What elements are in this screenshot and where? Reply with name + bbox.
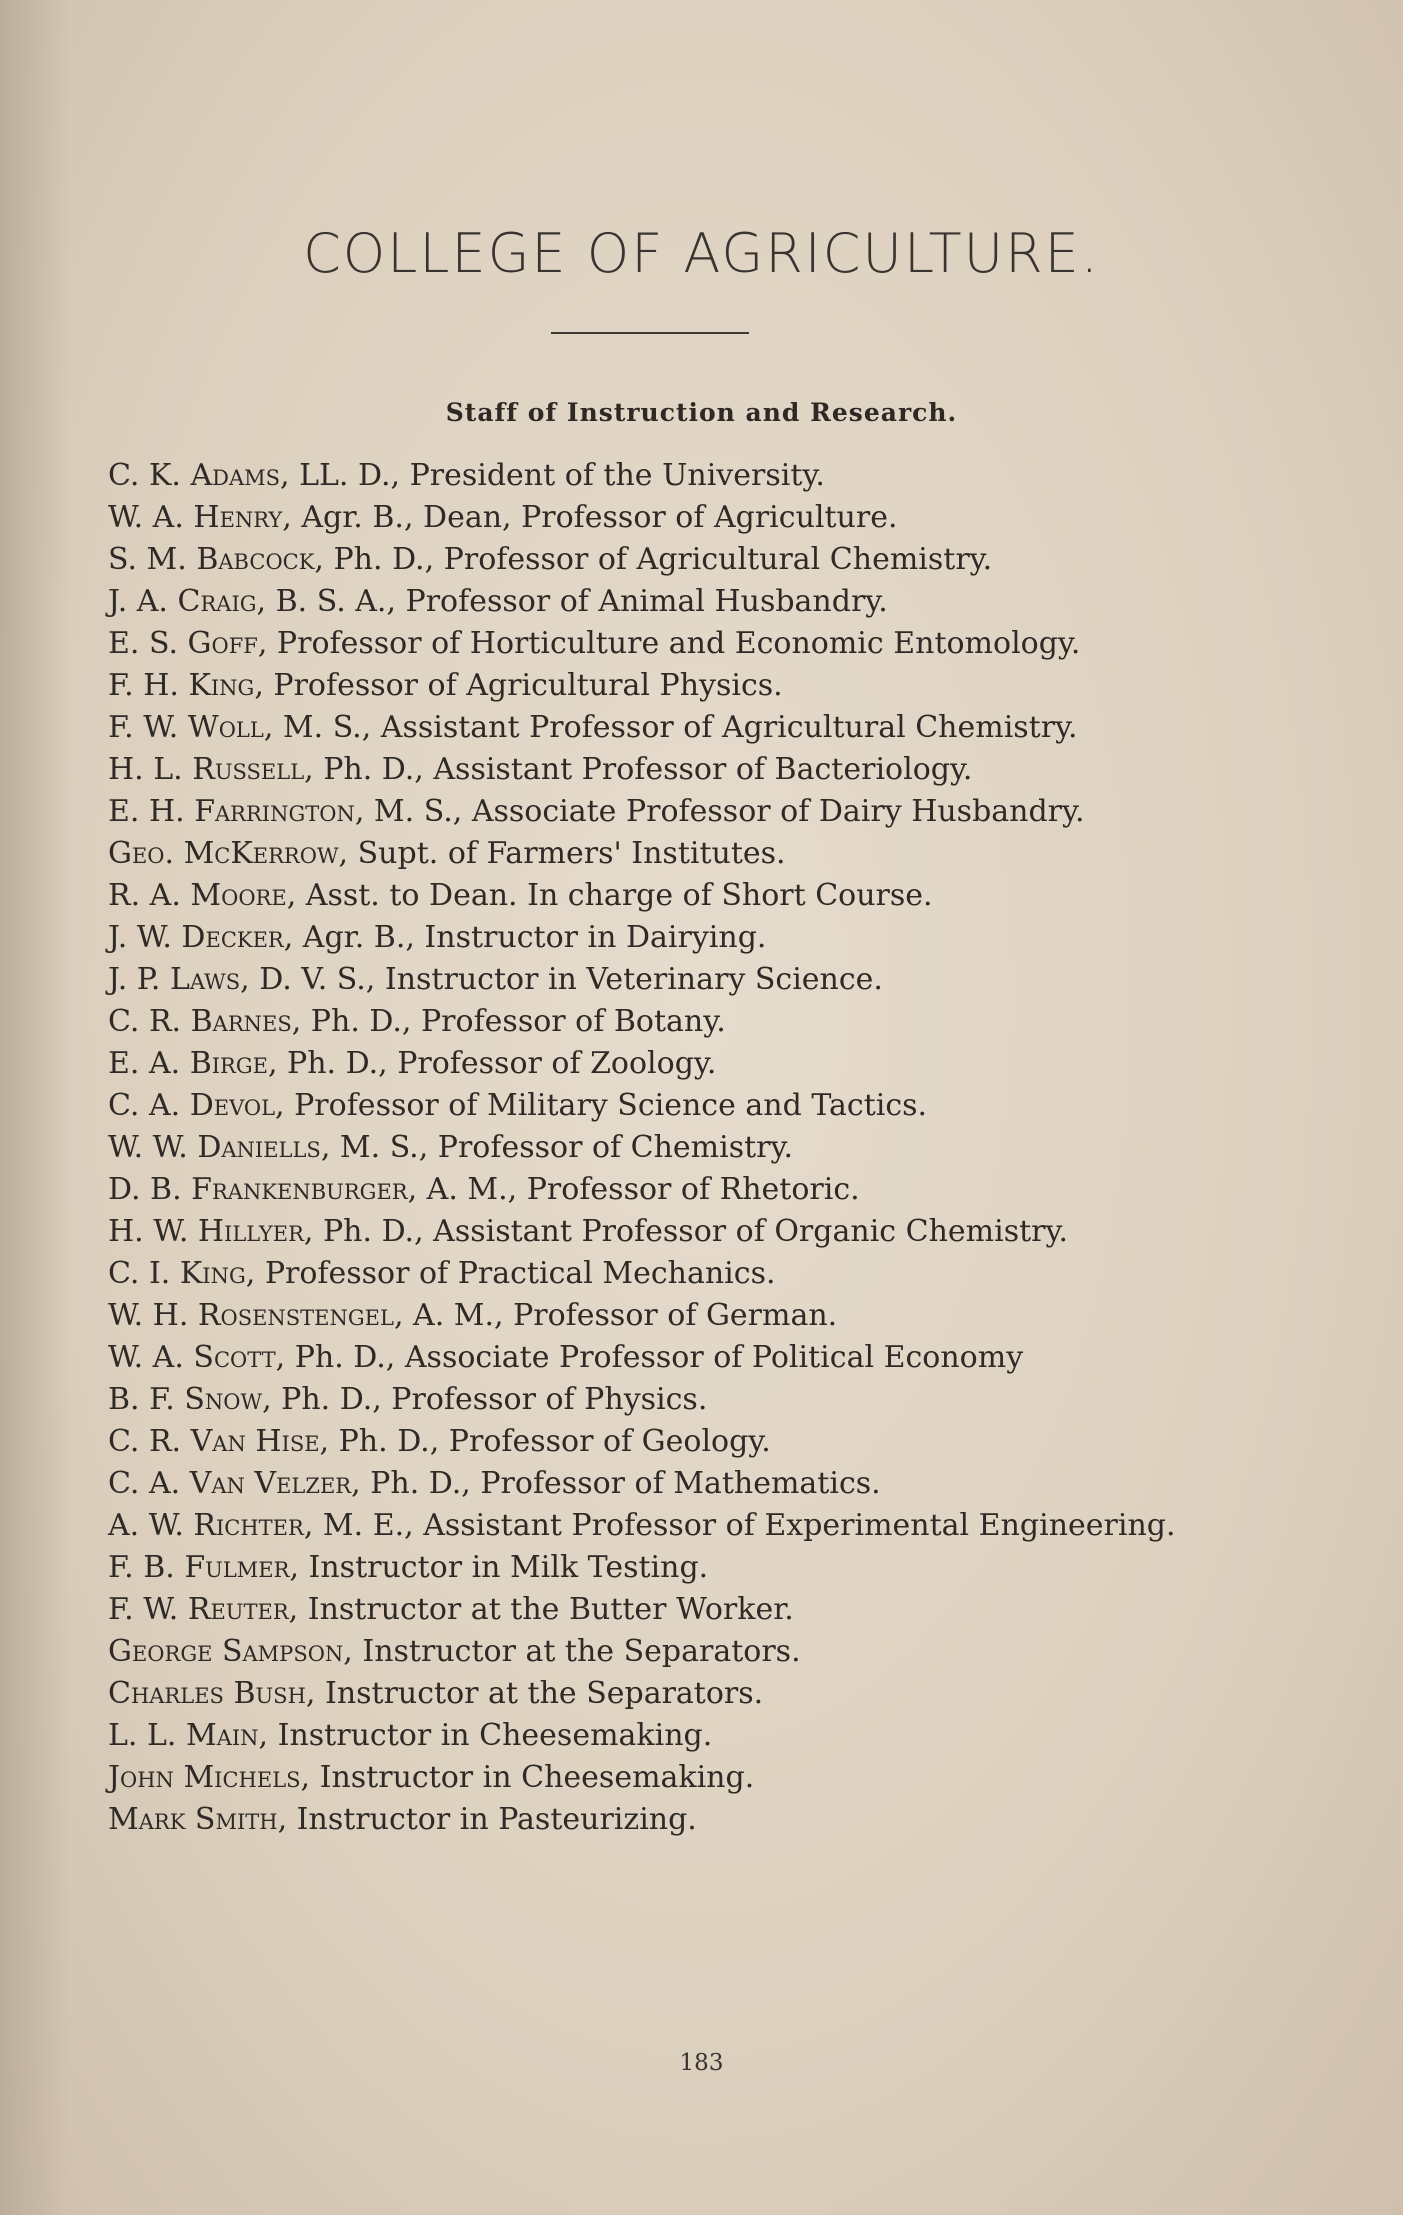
staff-details: , Instructor in Pasteurizing. <box>277 1802 697 1837</box>
staff-name: J. A. Craig <box>108 584 257 619</box>
staff-details: , D. V. S., Instructor in Veterinary Science. <box>240 962 883 997</box>
staff-details: , M. S., Professor of Chemistry. <box>320 1130 794 1165</box>
staff-details: , Instructor at the Butter Worker. <box>288 1592 794 1627</box>
staff-list <box>108 455 1210 1841</box>
staff-name: H. L. Russell <box>108 752 305 787</box>
staff-details: , LL. D., President of the University. <box>280 458 825 493</box>
staff-name: C. R. Van Hise <box>108 1424 320 1459</box>
staff-name: F. W. Reuter <box>108 1592 289 1627</box>
staff-name: C. R. Barnes <box>108 1004 292 1039</box>
staff-details: , Supt. of Farmers' Institutes. <box>338 836 786 871</box>
staff-name: John Michels <box>108 1760 301 1795</box>
staff-entry <box>108 791 1210 833</box>
staff-details: , Professor of Horticulture and Economic Entomology. <box>257 626 1081 661</box>
staff-details: , A. M., Professor of Rhetoric. <box>407 1172 860 1207</box>
staff-name: Charles Bush <box>108 1676 306 1711</box>
staff-name: H. W. Hillyer <box>108 1214 304 1249</box>
staff-name: Mark Smith <box>108 1802 278 1837</box>
staff-name: Geo. McKerrow <box>108 836 339 871</box>
staff-entry <box>108 1085 1210 1127</box>
staff-details: , Instructor at the Separators. <box>343 1634 801 1669</box>
staff-entry <box>108 1127 1210 1169</box>
staff-name: C. A. Devol <box>108 1088 276 1123</box>
staff-name: W. H. Rosenstengel <box>108 1298 394 1333</box>
staff-entry <box>108 959 1210 1001</box>
staff-name: C. I. King <box>108 1256 246 1291</box>
staff-details: , Ph. D., Associate Professor of Political Economy <box>275 1340 1024 1375</box>
staff-entry <box>108 1253 1210 1295</box>
page-gutter-shadow <box>0 0 70 2215</box>
staff-entry <box>108 1589 1210 1631</box>
staff-name: W. A. Henry <box>108 500 283 535</box>
staff-details: , Instructor at the Separators. <box>305 1676 764 1711</box>
staff-entry <box>108 581 1210 623</box>
staff-entry <box>108 1421 1210 1463</box>
staff-name: E. S. Goff <box>108 626 258 661</box>
staff-details: , Instructor in Cheesemaking. <box>300 1760 755 1795</box>
staff-details: , Agr. B., Dean, Professor of Agriculture. <box>282 500 898 535</box>
page-number: 183 <box>679 2050 724 2076</box>
staff-entry <box>108 1295 1210 1337</box>
staff-details: , Professor of Military Science and Tactics. <box>275 1088 928 1123</box>
staff-name: C. A. Van Velzer <box>108 1466 352 1501</box>
staff-details: , M. S., Assistant Professor of Agricultural Chemistry. <box>263 710 1078 745</box>
staff-details: , Ph. D., Professor of Agricultural Chemistry. <box>314 542 993 577</box>
staff-name: R. A. Moore <box>108 878 287 913</box>
staff-entry <box>108 1673 1210 1715</box>
staff-entry <box>108 1211 1210 1253</box>
staff-name: F. W. Woll <box>108 710 264 745</box>
staff-name: J. W. Decker <box>108 920 284 955</box>
staff-entry <box>108 539 1210 581</box>
staff-entry <box>108 665 1210 707</box>
staff-entry <box>108 1757 1210 1799</box>
staff-entry <box>108 1001 1210 1043</box>
staff-name: C. K. Adams <box>108 458 280 493</box>
staff-details: , Instructor in Milk Testing. <box>289 1550 709 1585</box>
staff-entry <box>108 917 1210 959</box>
staff-details: , Agr. B., Instructor in Dairying. <box>283 920 767 955</box>
staff-name: B. F. Snow <box>108 1382 263 1417</box>
staff-name: A. W. Richter <box>108 1508 304 1543</box>
staff-entry <box>108 1547 1210 1589</box>
staff-entry <box>108 497 1210 539</box>
staff-name: E. A. Birge <box>108 1046 268 1081</box>
staff-name: S. M. Babcock <box>108 542 315 577</box>
staff-entry <box>108 875 1210 917</box>
staff-entry <box>108 1463 1210 1505</box>
staff-details: , Instructor in Cheesemaking. <box>258 1718 713 1753</box>
staff-details: , Asst. to Dean. In charge of Short Course. <box>286 878 933 913</box>
staff-details: , Professor of Agricultural Physics. <box>254 668 783 703</box>
staff-name: George Sampson <box>108 1634 344 1669</box>
staff-entry <box>108 455 1210 497</box>
staff-entry <box>108 1715 1210 1757</box>
staff-details: , M. E., Assistant Professor of Experimental Engineering. <box>303 1508 1176 1543</box>
staff-details: , Ph. D., Professor of Mathematics. <box>351 1466 881 1501</box>
staff-details: , A. M., Professor of German. <box>393 1298 838 1333</box>
staff-details: , Ph. D., Professor of Zoology. <box>267 1046 717 1081</box>
staff-name: F. H. King <box>108 668 255 703</box>
staff-details: , Ph. D., Professor of Botany. <box>291 1004 726 1039</box>
page-title: COLLEGE OF AGRICULTURE. <box>303 222 1100 285</box>
staff-name: W. W. Daniells <box>108 1130 321 1165</box>
staff-entry <box>108 1169 1210 1211</box>
staff-entry <box>108 1337 1210 1379</box>
staff-name: E. H. Farrington <box>108 794 355 829</box>
staff-details: , M. S., Associate Professor of Dairy Husbandry. <box>354 794 1085 829</box>
title-divider <box>551 332 749 334</box>
staff-name: F. B. Fulmer <box>108 1550 290 1585</box>
staff-details: , B. S. A., Professor of Animal Husbandry. <box>256 584 888 619</box>
staff-entry <box>108 1505 1210 1547</box>
staff-details: , Ph. D., Assistant Professor of Bacteriology. <box>304 752 973 787</box>
staff-entry <box>108 623 1210 665</box>
staff-entry <box>108 1043 1210 1085</box>
staff-entry <box>108 1379 1210 1421</box>
staff-entry <box>108 1631 1210 1673</box>
staff-name: J. P. Laws <box>108 962 241 997</box>
staff-entry <box>108 707 1210 749</box>
staff-name: D. B. Frankenburger <box>108 1172 408 1207</box>
staff-entry <box>108 749 1210 791</box>
staff-details: , Ph. D., Professor of Geology. <box>319 1424 771 1459</box>
section-subtitle: Staff of Instruction and Research. <box>445 398 958 427</box>
staff-name: W. A. Scott <box>108 1340 276 1375</box>
staff-details: , Ph. D., Professor of Physics. <box>262 1382 708 1417</box>
staff-entry <box>108 833 1210 875</box>
staff-details: , Ph. D., Assistant Professor of Organic Chemistry. <box>303 1214 1068 1249</box>
staff-entry <box>108 1799 1210 1841</box>
staff-details: , Professor of Practical Mechanics. <box>245 1256 776 1291</box>
staff-name: L. L. Main <box>108 1718 259 1753</box>
